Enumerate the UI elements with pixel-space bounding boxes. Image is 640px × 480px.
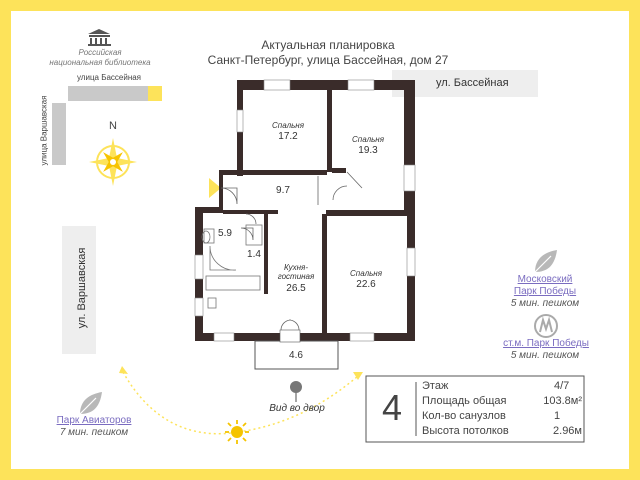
library-label-1: Российская (78, 48, 122, 57)
room-kitchen-label-1: Кухня- (284, 263, 308, 272)
library-label-2: национальная библиотека (49, 58, 151, 67)
poi-metro-line1: ст.м. Парк Победы (503, 338, 589, 349)
sun-icon (225, 420, 249, 444)
info-row (422, 395, 582, 410)
poi-park-2-line1: Парк Авиаторов (56, 415, 132, 426)
room-bedroom-2-area: 19.3 (358, 145, 378, 156)
location-pin-icon (290, 381, 302, 402)
info-value: 4/7 (554, 380, 570, 392)
info-table (422, 380, 582, 440)
compass-label: N (109, 120, 117, 132)
info-row (422, 410, 582, 425)
info-label: Площадь общая (422, 395, 507, 407)
room-bedroom-3-label: Спальня (350, 269, 382, 278)
room-bath-area: 5.9 (218, 228, 232, 239)
room-bedroom-1-label: Спальня (272, 121, 304, 130)
room-balcony-area: 4.6 (289, 350, 303, 361)
room-kitchen-area: 26.5 (286, 283, 306, 294)
info-value: 1 (554, 410, 561, 422)
street-label-left: ул. Варшавская (76, 247, 88, 329)
compass-icon (89, 138, 137, 186)
room-hall-area: 9.7 (276, 185, 290, 196)
info-floor-number: 4 (381, 387, 403, 428)
sun-path-arrow-icon (119, 366, 128, 374)
room-bedroom-3-area: 22.6 (356, 279, 376, 290)
info-value: 103.8м² (543, 395, 582, 407)
room-kitchen-label-2: гостиная (277, 272, 315, 281)
room-bedroom-1-area: 17.2 (278, 131, 298, 142)
leaf-icon (80, 392, 102, 414)
info-row (422, 425, 582, 440)
info-label: Высота потолков (422, 425, 509, 437)
info-label: Этаж (422, 380, 449, 392)
minimap-street-side: улица Варшавская (39, 95, 49, 166)
room-wc-area: 1.4 (247, 249, 261, 260)
street-label-right: ул. Бассейная (436, 77, 509, 89)
page-title: Актуальная планировка (261, 38, 395, 52)
info-value: 2.96м (553, 425, 582, 437)
metro-icon (535, 315, 557, 337)
info-label: Кол-во санузлов (422, 410, 506, 422)
poi-park-2-walk: 7 мин. пешком (59, 427, 129, 438)
minimap-street-top: улица Бассейная (76, 73, 142, 82)
poi-park-1-walk: 5 мин. пешком (510, 298, 580, 309)
info-row (422, 380, 582, 395)
view-label: Вид во двор (269, 403, 325, 414)
room-bedroom-2-label: Спальня (352, 135, 384, 144)
library-building-icon (88, 29, 111, 46)
leaf-icon (535, 250, 557, 272)
page-subtitle: Санкт-Петербург, улица Бассейная, дом 27 (207, 53, 449, 67)
poi-park-1-line2: Парк Победы (513, 286, 577, 297)
poi-metro-walk: 5 мин. пешком (510, 350, 580, 361)
poi-park-1-line1: Московский (517, 274, 573, 285)
